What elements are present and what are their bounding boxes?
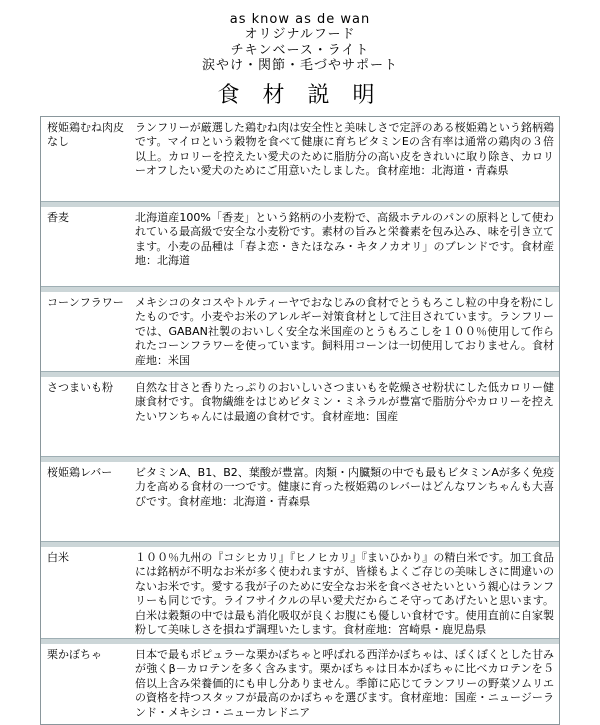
product-line: オリジナルフード xyxy=(244,27,356,42)
ingredient-description: １００％九州の『コシヒカリ』『ヒノヒカリ』『まいひかり』の精白米です。加工食品には銘柄が不明なお米が多く使われますが、皆様もよくご存じの美味しさに間違いのないお米です。愛する我が子のために安全なお米を食べさせたいという親心はランフリーも同じです。ライフサイクルの早い愛犬だからこそ守ってあげたいと思います。白米は穀類の中では最も消化吸収が良くお腹にも優しい食材です。使用直前に自家製粉して美味しさを損ねず調理いたします。食材産地：宮崎県・鹿児島県 xyxy=(135,550,554,636)
ingredient-row-chicken-liver xyxy=(41,462,559,541)
ingredient-row-sweet-potato-powder xyxy=(41,377,559,456)
ingredient-name: 桜姫鶏むね肉皮なし xyxy=(47,120,124,148)
ingredient-description: 日本で最もポピュラーな栗かぼちゃと呼ばれる西洋かぼちゃは、ぼくぼくとした甘みが強くβ－カロテンを多く含みます。栗かぼちゃは日本かぼちゃに比べカロテンを５倍以上含み栄養価的にも申し分ありません。季節に応じてランフリーの野菜ソムリエの資格を持つスタッフが最高のかぼちゃを選びます。食材産地：国産・ニュージーランド・メキシコ・ニューカレドニア xyxy=(135,647,554,719)
ingredient-name: コーンフラワー xyxy=(47,295,124,309)
ingredient-row-corn-flour xyxy=(41,292,559,371)
document-header xyxy=(0,0,600,109)
ingredient-name: 栗かぼちゃ xyxy=(47,647,102,661)
ingredient-row-koumugi xyxy=(41,207,559,286)
ingredient-description: 自然な甘さと香りたっぷりのおいしいさつまいもを乾燥させ粉状にした低カロリー健康食材です。食物繊維をはじめビタミン・ミネラルが豊富で脂肪分やカロリーを控えたいワンちゃんには最適の食材です。食材産地：国産 xyxy=(135,380,554,423)
ingredient-row-chicken-breast xyxy=(41,117,559,201)
brand-name: as know as de wan xyxy=(229,12,371,27)
ingredient-name: さつまいも粉 xyxy=(47,380,113,394)
ingredient-row-kuri-kabocha xyxy=(41,644,559,724)
product-name: チキンベース・ライト xyxy=(230,42,370,58)
page-title: 食 材 説 明 xyxy=(217,82,383,108)
ingredient-name: 香麦 xyxy=(47,210,69,224)
ingredient-row-white-rice xyxy=(41,547,559,638)
product-feature: 涙やけ・関節・毛づやサポート xyxy=(201,58,398,73)
ingredient-description: ビタミンA、B1、B2、葉酸が豊富。肉類・内臓類の中でも最もビタミンAが多く免疫力を高める食材の一つです。健康に育った桜姫鶏のレバーはどんなワンちゃんも大喜びです。食材産地：北海道・青森県 xyxy=(135,465,554,508)
ingredient-description: ランフリーが厳選した鶏むね肉は安全性と美味しさで定評のある桜姫鶏という銘柄鶏です。マイロという穀物を食べて健康に育ちビタミンEの含有率は通常の鶏肉の３倍以上。カロリーを控えたい愛犬のために脂肪分の高い皮をきれいに取り除き、カロリーオフしたい愛犬のためにご用意いたしました。食材産地：北海道・青森県 xyxy=(135,120,554,177)
ingredient-description: 北海道産100%「香麦」という銘柄の小麦粉で、高級ホテルのパンの原料として使われている最高級で安全な小麦粉です。素材の旨みと栄養素を包み込み、味を引き立てます。小麦の品種は「春よ恋・きたほなみ・キタノカオリ」のブレンドです。食材産地：北海道 xyxy=(135,210,554,267)
ingredient-name: 桜姫鶏レバー xyxy=(47,465,113,479)
ingredient-name: 白米 xyxy=(47,550,69,564)
ingredients-table xyxy=(40,116,560,725)
ingredient-description: メキシコのタコスやトルティーヤでおなじみの食材でとうもろこし粒の中身を粉にしたものです。小麦やお米のアレルギー対策食材として注目されています。ランフリーでは、GABAN社製のおいしく安全な米国産のとうもろこしを１００％使用して作られたコーンフラワーを使っています。飼料用コーンは一切使用しておりません。食材産地：米国 xyxy=(135,295,554,367)
